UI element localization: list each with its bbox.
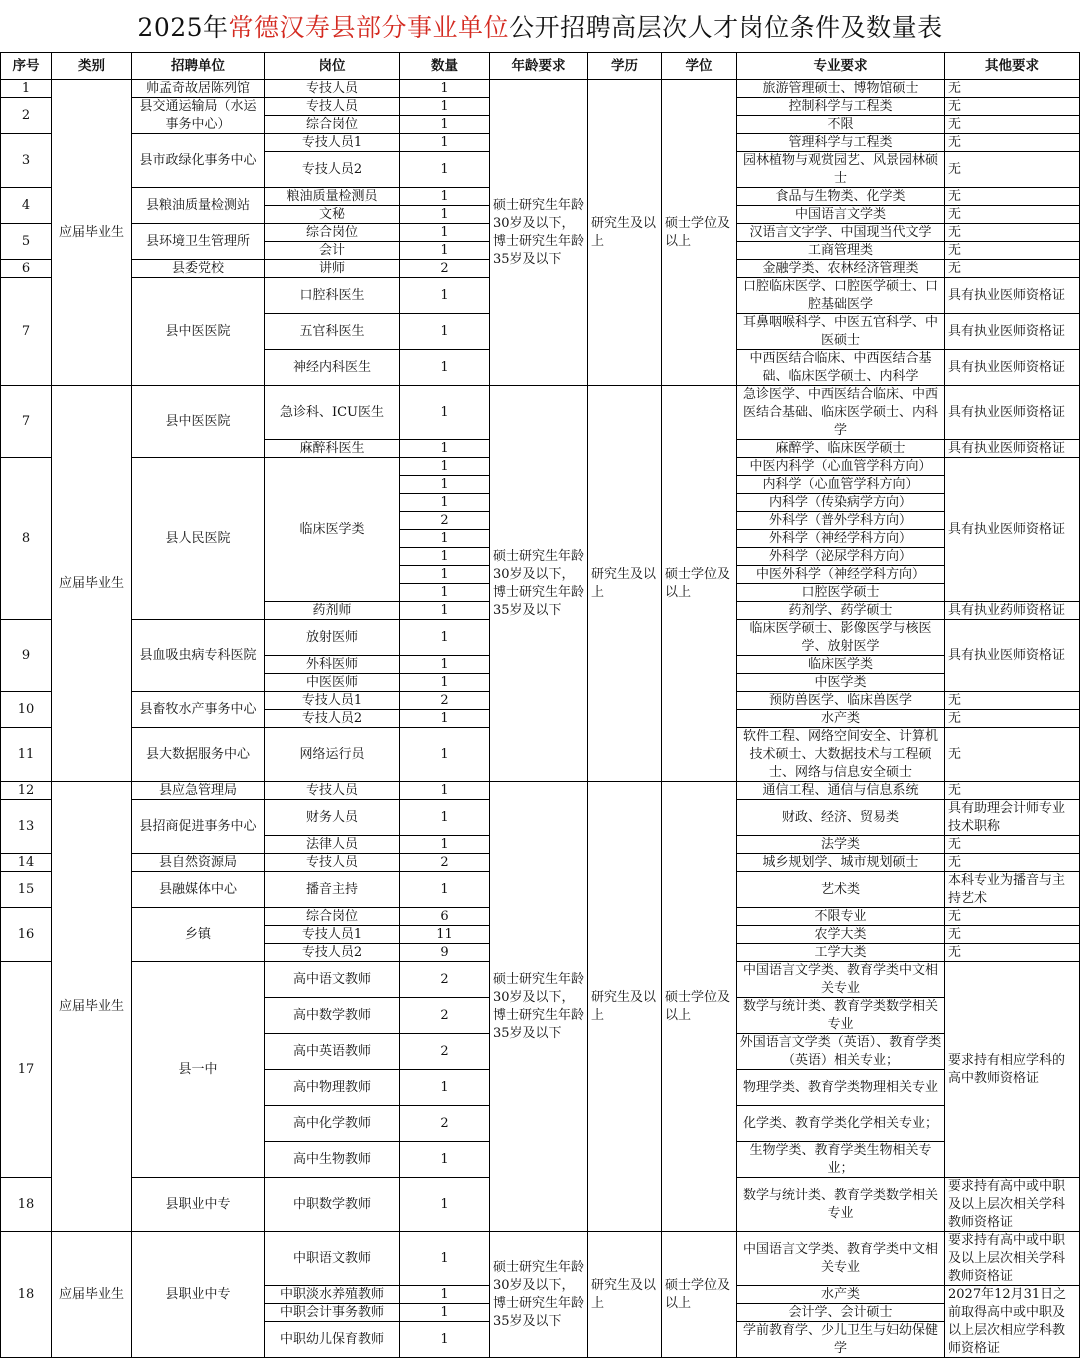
post-cell: 麻醉科医生: [265, 440, 400, 458]
category-cell: 应届毕业生: [52, 1232, 132, 1358]
count-cell: 1: [400, 98, 490, 116]
unit-name-cell: 县委党校: [132, 260, 265, 278]
count-cell: 1: [400, 224, 490, 242]
count-cell: 1: [400, 440, 490, 458]
post-cell: 专技人员: [265, 80, 400, 98]
major-cell: 软件工程、网络空间安全、计算机技术硕士、大数据技术与工程硕士、网络与信息安全硕士: [737, 728, 945, 782]
other-requirement-cell: 要求持有高中或中职及以上层次相关学科教师资格证: [945, 1232, 1080, 1286]
other-requirement-cell: 具有执业医师资格证: [945, 386, 1080, 440]
major-cell: 金融学类、农林经济管理类: [737, 260, 945, 278]
major-cell: 外科学（普外学科方向）: [737, 512, 945, 530]
major-cell: 农学大类: [737, 926, 945, 944]
post-cell: 中职数学教师: [265, 1178, 400, 1232]
count-cell: 1: [400, 494, 490, 512]
other-requirement-cell: 本科专业为播音与主持艺术: [945, 872, 1080, 908]
major-cell: 麻醉学、临床医学硕士: [737, 440, 945, 458]
other-requirement-cell: 无: [945, 836, 1080, 854]
major-cell: 中医内科学（心血管学科方向）: [737, 458, 945, 476]
education-cell: 研究生及以上: [588, 80, 662, 386]
title-highlight: 常德汉寿县部分事业单位: [228, 13, 510, 42]
count-cell: 1: [400, 152, 490, 188]
post-cell: 专技人员1: [265, 926, 400, 944]
seq-cell: 14: [0, 854, 52, 872]
post-cell: 专技人员: [265, 782, 400, 800]
title-prefix: 2025年: [137, 13, 229, 42]
major-cell: 控制科学与工程类: [737, 98, 945, 116]
major-cell: 不限: [737, 116, 945, 134]
major-cell: 食品与生物类、化学类: [737, 188, 945, 206]
seq-cell: 18: [0, 1178, 52, 1232]
count-cell: 1: [400, 656, 490, 674]
major-cell: 艺术类: [737, 872, 945, 908]
post-cell: 会计: [265, 242, 400, 260]
count-cell: 1: [400, 278, 490, 314]
major-cell: 不限专业: [737, 908, 945, 926]
count-cell: 1: [400, 602, 490, 620]
count-cell: 1: [400, 1178, 490, 1232]
other-requirement-cell: 无: [945, 260, 1080, 278]
post-cell: 专技人员2: [265, 152, 400, 188]
count-cell: 1: [400, 530, 490, 548]
post-cell: 放射医师: [265, 620, 400, 656]
post-cell: 法律人员: [265, 836, 400, 854]
major-cell: 中国语言文学类: [737, 206, 945, 224]
unit-name-cell: 县一中: [132, 962, 265, 1178]
count-cell: 1: [400, 836, 490, 854]
post-cell: 网络运行员: [265, 728, 400, 782]
post-cell: 专技人员1: [265, 134, 400, 152]
other-requirement-cell: 2027年12月31日之前取得高中或中职及以上层次相应学科教师资格证: [945, 1286, 1080, 1358]
other-requirement-cell: 无: [945, 134, 1080, 152]
seq-cell: 10: [0, 692, 52, 728]
post-cell: 高中物理教师: [265, 1070, 400, 1106]
count-cell: 1: [400, 782, 490, 800]
other-requirement-cell: 无: [945, 206, 1080, 224]
count-cell: 1: [400, 116, 490, 134]
count-cell: 2: [400, 512, 490, 530]
post-cell: 高中化学教师: [265, 1106, 400, 1142]
count-cell: 2: [400, 998, 490, 1034]
major-cell: 中医外科学（神经学科方向）: [737, 566, 945, 584]
unit-name-cell: 县应急管理局: [132, 782, 265, 800]
unit-name-cell: 县职业中专: [132, 1232, 265, 1358]
major-cell: 生物学类、教育学类生物相关专业；: [737, 1142, 945, 1178]
seq-cell: 11: [0, 728, 52, 782]
header-seq: 序号: [0, 52, 52, 80]
post-cell: 高中生物教师: [265, 1142, 400, 1178]
post-cell: 中职淡水养殖教师: [265, 1286, 400, 1304]
major-cell: 水产类: [737, 710, 945, 728]
major-cell: 外科学（泌尿学科方向）: [737, 548, 945, 566]
count-cell: 1: [400, 350, 490, 386]
post-cell: 综合岗位: [265, 224, 400, 242]
post-cell: 药剂师: [265, 602, 400, 620]
major-cell: 旅游管理硕士、博物馆硕士: [737, 80, 945, 98]
count-cell: 1: [400, 800, 490, 836]
major-cell: 耳鼻咽喉科学、中医五官科学、中医硕士: [737, 314, 945, 350]
unit-name-cell: 县招商促进事务中心: [132, 800, 265, 854]
unit-name-cell: 县市政绿化事务中心: [132, 134, 265, 188]
seq-cell: 2: [0, 98, 52, 134]
unit-name-cell: 县环境卫生管理所: [132, 224, 265, 260]
recruitment-table: [0, 52, 1080, 1369]
post-cell: 讲师: [265, 260, 400, 278]
major-cell: 药剂学、药学硕士: [737, 602, 945, 620]
other-requirement-cell: 无: [945, 908, 1080, 926]
major-cell: 内科学（传染病学方向）: [737, 494, 945, 512]
post-cell: 专技人员: [265, 98, 400, 116]
unit-name-cell: 县畜牧水产事务中心: [132, 692, 265, 728]
major-cell: 工学大类: [737, 944, 945, 962]
count-cell: 1: [400, 584, 490, 602]
seq-cell: 7: [0, 386, 52, 458]
post-cell: 专技人员1: [265, 692, 400, 710]
post-cell: 专技人员: [265, 854, 400, 872]
post-cell: 临床医学类: [265, 458, 400, 602]
post-cell: 高中数学教师: [265, 998, 400, 1034]
count-cell: 1: [400, 1304, 490, 1322]
other-requirement-cell: 无: [945, 926, 1080, 944]
seq-cell: 5: [0, 224, 52, 260]
seq-cell: 9: [0, 620, 52, 692]
count-cell: 1: [400, 1232, 490, 1286]
header-count: 数量: [400, 52, 490, 80]
education-cell: 研究生及以上: [588, 1232, 662, 1358]
count-cell: 1: [400, 80, 490, 98]
other-requirement-cell: 具有执业医师资格证: [945, 350, 1080, 386]
major-cell: 口腔临床医学、口腔医学硕士、口腔基础医学: [737, 278, 945, 314]
count-cell: 1: [400, 548, 490, 566]
count-cell: 1: [400, 872, 490, 908]
major-cell: 管理科学与工程类: [737, 134, 945, 152]
header-degree: 学位: [662, 52, 737, 80]
post-cell: 财务人员: [265, 800, 400, 836]
major-cell: 化学类、教育学类化学相关专业；: [737, 1106, 945, 1142]
post-cell: 中职会计事务教师: [265, 1304, 400, 1322]
seq-cell: 12: [0, 782, 52, 800]
unit-name-cell: 县职业中专: [132, 1178, 265, 1232]
seq-cell: 16: [0, 908, 52, 962]
other-requirement-cell: 无: [945, 242, 1080, 260]
major-cell: 园林植物与观赏园艺、风景园林硕士: [737, 152, 945, 188]
degree-cell: 硕士学位及以上: [662, 1232, 737, 1358]
count-cell: 2: [400, 260, 490, 278]
title-suffix: 公开招聘高层次人才岗位条件及数量表: [509, 13, 943, 42]
count-cell: 1: [400, 386, 490, 440]
count-cell: 1: [400, 134, 490, 152]
age-requirement-cell: 硕士研究生年龄30岁及以下，博士研究生年龄35岁及以下: [490, 1232, 588, 1358]
other-requirement-cell: 无: [945, 782, 1080, 800]
seq-cell: 15: [0, 872, 52, 908]
age-requirement-cell: 硕士研究生年龄30岁及以下，博士研究生年龄35岁及以下: [490, 386, 588, 782]
count-cell: 1: [400, 314, 490, 350]
other-requirement-cell: 无: [945, 854, 1080, 872]
other-requirement-cell: 无: [945, 710, 1080, 728]
category-cell: 应届毕业生: [52, 386, 132, 782]
other-requirement-cell: 无: [945, 692, 1080, 710]
count-cell: 1: [400, 620, 490, 656]
count-cell: 9: [400, 944, 490, 962]
header-category: 类别: [52, 52, 132, 80]
seq-cell: 4: [0, 188, 52, 224]
other-requirement-cell: 具有执业医师资格证: [945, 314, 1080, 350]
other-requirement-cell: 无: [945, 80, 1080, 98]
post-cell: 专技人员2: [265, 944, 400, 962]
other-requirement-cell: 无: [945, 188, 1080, 206]
header-unit: 招聘单位: [132, 52, 265, 80]
post-cell: 中职语文教师: [265, 1232, 400, 1286]
unit-name-cell: 县大数据服务中心: [132, 728, 265, 782]
post-cell: 粮油质量检测员: [265, 188, 400, 206]
major-cell: 中国语言文学类、教育学类中文相关专业: [737, 1232, 945, 1286]
major-cell: 法学类: [737, 836, 945, 854]
other-requirement-cell: 要求持有高中或中职及以上层次相关学科教师资格证: [945, 1178, 1080, 1232]
count-cell: 1: [400, 728, 490, 782]
age-requirement-cell: 硕士研究生年龄30岁及以下，博士研究生年龄35岁及以下: [490, 80, 588, 386]
post-cell: 综合岗位: [265, 908, 400, 926]
post-cell: 口腔科医生: [265, 278, 400, 314]
count-cell: 1: [400, 242, 490, 260]
other-requirement-cell: 无: [945, 944, 1080, 962]
unit-name-cell: 县交通运输局（水运事务中心）: [132, 98, 265, 134]
major-cell: 中医学类: [737, 674, 945, 692]
major-cell: 外科学（神经学科方向）: [737, 530, 945, 548]
major-cell: 内科学（心血管学科方向）: [737, 476, 945, 494]
count-cell: 2: [400, 962, 490, 998]
category-cell: 应届毕业生: [52, 80, 132, 386]
seq-cell: 17: [0, 962, 52, 1178]
post-cell: 中医医师: [265, 674, 400, 692]
count-cell: 1: [400, 476, 490, 494]
count-cell: 1: [400, 710, 490, 728]
unit-name-cell: 县粮油质量检测站: [132, 188, 265, 224]
header-major: 专业要求: [737, 52, 945, 80]
post-cell: 综合岗位: [265, 116, 400, 134]
other-requirement-cell: 无: [945, 98, 1080, 116]
post-cell: 文秘: [265, 206, 400, 224]
other-requirement-cell: 要求持有相应学科的高中教师资格证: [945, 962, 1080, 1178]
other-requirement-cell: 具有执业药师资格证: [945, 602, 1080, 620]
major-cell: 城乡规划学、城市规划硕士: [737, 854, 945, 872]
education-cell: 研究生及以上: [588, 782, 662, 1232]
count-cell: 2: [400, 692, 490, 710]
seq-cell: 6: [0, 260, 52, 278]
unit-name-cell: 县血吸虫病专科医院: [132, 620, 265, 692]
count-cell: 1: [400, 1142, 490, 1178]
major-cell: 财政、经济、贸易类: [737, 800, 945, 836]
unit-name-cell: 县自然资源局: [132, 854, 265, 872]
degree-cell: 硕士学位及以上: [662, 782, 737, 1232]
major-cell: 会计学、会计硕士: [737, 1304, 945, 1322]
seq-cell: 7: [0, 278, 52, 386]
other-requirement-cell: 具有执业医师资格证: [945, 458, 1080, 602]
other-requirement-cell: 无: [945, 116, 1080, 134]
page-title: [0, 0, 1080, 52]
major-cell: 临床医学类: [737, 656, 945, 674]
major-cell: 预防兽医学、临床兽医学: [737, 692, 945, 710]
education-cell: 研究生及以上: [588, 386, 662, 782]
other-requirement-cell: 具有执业医师资格证: [945, 440, 1080, 458]
degree-cell: 硕士学位及以上: [662, 80, 737, 386]
header-age: 年龄要求: [490, 52, 588, 80]
major-cell: 中国语言文学类、教育学类中文相关专业: [737, 962, 945, 998]
major-cell: 数学与统计类、教育学类数学相关专业: [737, 998, 945, 1034]
major-cell: 外国语言文学类（英语）、教育学类（英语）相关专业；: [737, 1034, 945, 1070]
unit-name-cell: 帅孟奇故居陈列馆: [132, 80, 265, 98]
seq-cell: 18: [0, 1232, 52, 1358]
header-other: 其他要求: [945, 52, 1080, 80]
major-cell: 数学与统计类、教育学类数学相关专业: [737, 1178, 945, 1232]
unit-name-cell: 乡镇: [132, 908, 265, 962]
major-cell: 水产类: [737, 1286, 945, 1304]
seq-cell: 13: [0, 800, 52, 854]
count-cell: 1: [400, 458, 490, 476]
other-requirement-cell: 具有助理会计师专业技术职称: [945, 800, 1080, 836]
post-cell: 外科医师: [265, 656, 400, 674]
seq-cell: 3: [0, 134, 52, 188]
post-cell: 中职幼儿保育教师: [265, 1322, 400, 1358]
major-cell: 通信工程、通信与信息系统: [737, 782, 945, 800]
count-cell: 1: [400, 1322, 490, 1358]
seq-cell: 8: [0, 458, 52, 620]
count-cell: 1: [400, 566, 490, 584]
post-cell: 急诊科、ICU医生: [265, 386, 400, 440]
major-cell: 物理学类、教育学类物理相关专业: [737, 1070, 945, 1106]
other-requirement-cell: 无: [945, 152, 1080, 188]
count-cell: 2: [400, 1106, 490, 1142]
post-cell: 神经内科医生: [265, 350, 400, 386]
major-cell: 中西医结合临床、中西医结合基础、临床医学硕士、内科学: [737, 350, 945, 386]
other-requirement-cell: 具有执业医师资格证: [945, 278, 1080, 314]
unit-name-cell: 县中医医院: [132, 386, 265, 458]
major-cell: 汉语言文字学、中国现当代文学: [737, 224, 945, 242]
count-cell: 1: [400, 1070, 490, 1106]
major-cell: 学前教育学、少儿卫生与妇幼保健学: [737, 1322, 945, 1358]
other-requirement-cell: 无: [945, 224, 1080, 242]
seq-cell: 1: [0, 80, 52, 98]
other-requirement-cell: 具有执业医师资格证: [945, 620, 1080, 692]
post-cell: 专技人员2: [265, 710, 400, 728]
post-cell: 五官科医生: [265, 314, 400, 350]
count-cell: 6: [400, 908, 490, 926]
degree-cell: 硕士学位及以上: [662, 386, 737, 782]
count-cell: 11: [400, 926, 490, 944]
count-cell: 1: [400, 1286, 490, 1304]
header-post: 岗位: [265, 52, 400, 80]
count-cell: 1: [400, 674, 490, 692]
unit-name-cell: 县中医医院: [132, 278, 265, 386]
major-cell: 急诊医学、中西医结合临床、中西医结合基础、临床医学硕士、内科学: [737, 386, 945, 440]
major-cell: 口腔医学硕士: [737, 584, 945, 602]
post-cell: 播音主持: [265, 872, 400, 908]
unit-name-cell: 县人民医院: [132, 458, 265, 620]
category-cell: 应届毕业生: [52, 782, 132, 1232]
age-requirement-cell: 硕士研究生年龄30岁及以下，博士研究生年龄35岁及以下: [490, 782, 588, 1232]
count-cell: 2: [400, 854, 490, 872]
other-requirement-cell: 无: [945, 728, 1080, 782]
unit-name-cell: 县融媒体中心: [132, 872, 265, 908]
post-cell: 高中英语教师: [265, 1034, 400, 1070]
count-cell: 1: [400, 188, 490, 206]
count-cell: 2: [400, 1034, 490, 1070]
post-cell: 高中语文教师: [265, 962, 400, 998]
major-cell: 工商管理类: [737, 242, 945, 260]
major-cell: 临床医学硕士、影像医学与核医学、放射医学: [737, 620, 945, 656]
count-cell: 1: [400, 206, 490, 224]
header-education: 学历: [588, 52, 662, 80]
